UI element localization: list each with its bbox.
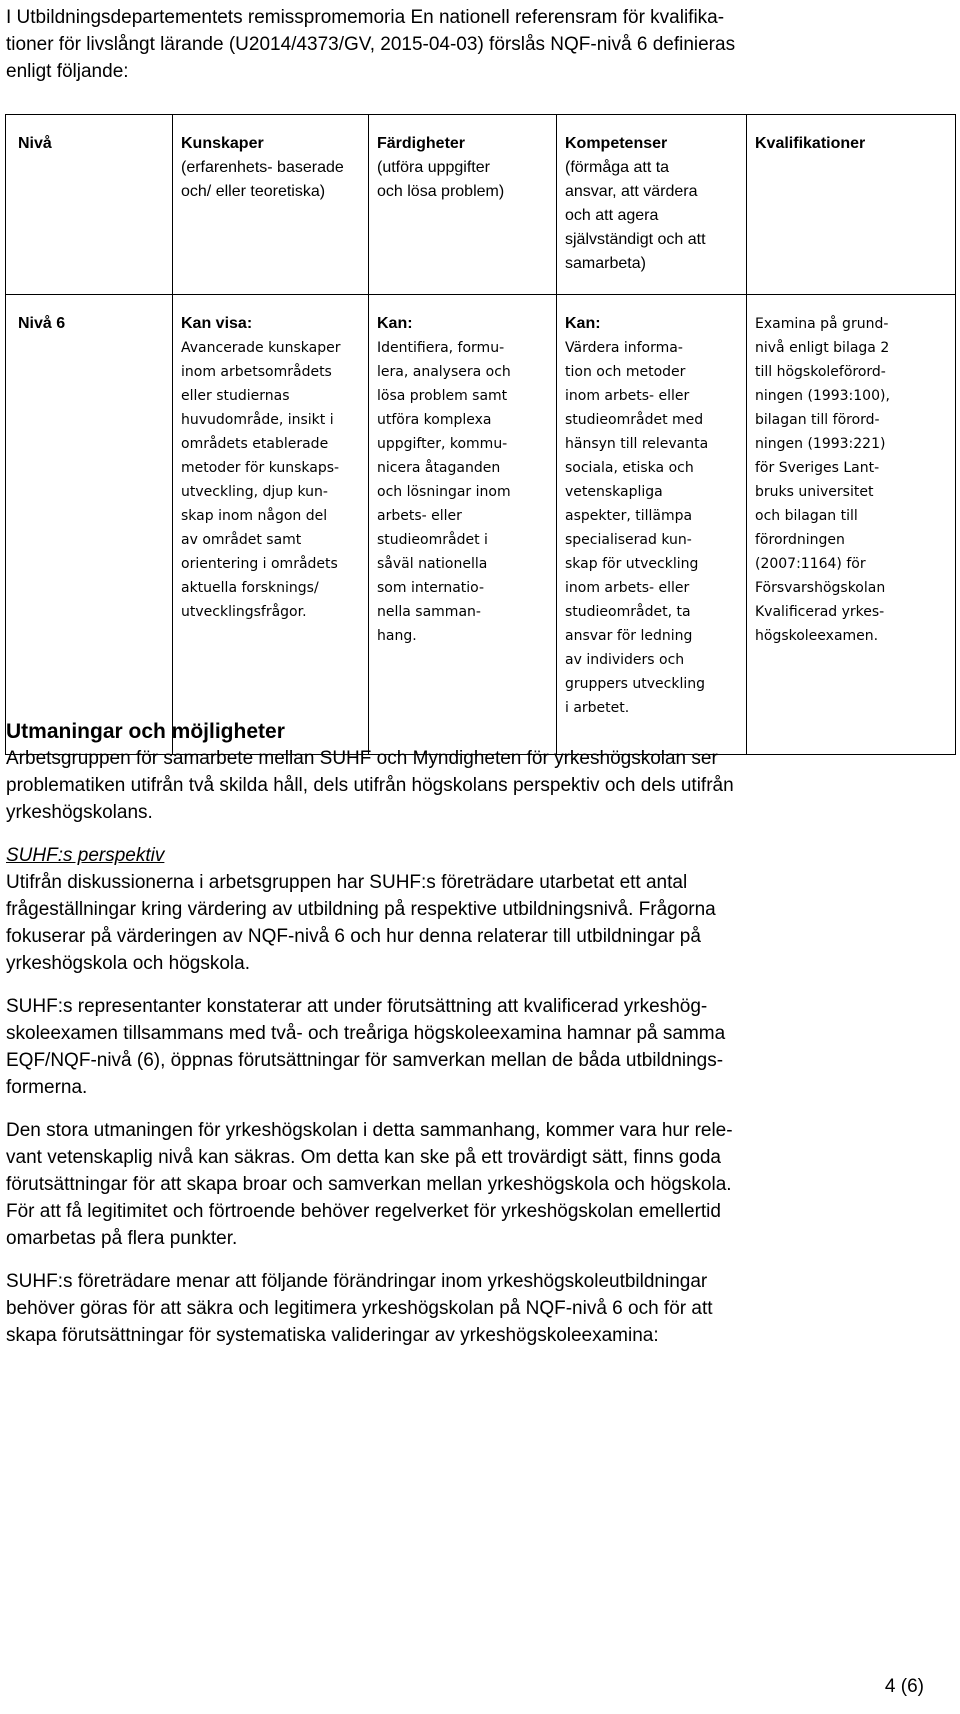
text-line: utvecklingsfrågor.: [181, 604, 307, 620]
text-line: skapa förutsättningar för systematiska valideringar av yrkeshögskoleexamina:: [6, 1325, 659, 1346]
text-line: i arbetet.: [565, 700, 630, 716]
text-line: omarbetas på flera punkter.: [6, 1228, 238, 1249]
cell-competences: [557, 295, 747, 755]
text-line: områdets etablerade: [181, 436, 329, 452]
text-line: för Sveriges Lant-: [755, 460, 880, 476]
text-line: sociala, etiska och: [565, 460, 694, 476]
header-qualifications-title: Kvalifikationer: [755, 135, 866, 152]
text-line: ningen (1993:221): [755, 436, 886, 452]
text-line: tioner för livslångt lärande (U2014/4373/GV, 2015-04-03) förslås NQF-nivå 6 definieras: [6, 34, 736, 55]
text-line: lera, analysera och: [377, 364, 511, 380]
text-line: och lösa problem): [377, 183, 505, 200]
text-line: hänsyn till relevanta: [565, 436, 709, 452]
text-line: yrkeshögskolans.: [6, 802, 153, 823]
cell-knowledge: [173, 295, 369, 755]
text-line: och bilagan till: [755, 508, 858, 524]
text-line: studieområdet i: [377, 532, 488, 548]
text-line: lösa problem samt: [377, 388, 508, 404]
text-line: som internatio-: [377, 580, 485, 596]
section-heading: Utmaningar och möjligheter: [6, 720, 285, 743]
text-line: och att agera: [565, 207, 659, 224]
text-line: självständigt och att: [565, 231, 706, 248]
text-line: inom arbetsområdets: [181, 364, 332, 380]
text-line: fokuserar på värderingen av NQF-nivå 6 och hur denna relaterar till utbildningar på: [6, 926, 701, 947]
cell-qualifications: [747, 295, 956, 755]
text-line: Identifiera, formu-: [377, 340, 505, 356]
text-line: (utföra uppgifter: [377, 159, 490, 176]
header-level-label: Nivå: [18, 135, 52, 152]
text-line: SUHF:s företrädare menar att följande förändringar inom yrkeshögskoleutbildningar: [6, 1271, 708, 1292]
text-line: inom arbets- eller: [565, 580, 690, 596]
text-line: tion och metoder: [565, 364, 686, 380]
text-line: samarbeta): [565, 255, 646, 272]
table-header-row: [6, 115, 956, 295]
text-line: Värdera informa-: [565, 340, 683, 356]
text-line: uppgifter, kommu-: [377, 436, 508, 452]
skills-lead: Kan:: [377, 315, 413, 332]
text-line: aspekter, tillämpa: [565, 508, 693, 524]
text-line: ansvar, att värdera: [565, 183, 698, 200]
nqf-table: [5, 114, 956, 755]
text-line: metoder för kunskaps-: [181, 460, 340, 476]
text-line: Examina på grund-: [755, 316, 889, 332]
text-line: yrkeshögskola och högskola.: [6, 953, 250, 974]
header-competences-title: Kompetenser: [565, 135, 668, 152]
text-line: behöver göras för att säkra och legitimera yrkeshögskolan på NQF-nivå 6 och för att: [6, 1298, 713, 1319]
text-line: bilagan till förord-: [755, 412, 880, 428]
cell-skills: [369, 295, 557, 755]
text-line: skap inom någon del: [181, 508, 328, 524]
text-line: förutsättningar för att skapa broar och samverkan mellan yrkeshögskola och högskola.: [6, 1174, 732, 1195]
header-knowledge: [173, 115, 369, 295]
text-line: huvudområde, insikt i: [181, 412, 334, 428]
text-line: enligt följande:: [6, 61, 129, 82]
text-line: studieområdet, ta: [565, 604, 691, 620]
challenges-section: [6, 718, 946, 1349]
paragraph-5: [6, 1268, 946, 1349]
text-line: ansvar för ledning: [565, 628, 693, 644]
text-line: och/ eller teoretiska): [181, 183, 326, 200]
text-line: utföra komplexa: [377, 412, 492, 428]
text-line: högskoleexamen.: [755, 628, 879, 644]
text-line: av området samt: [181, 532, 302, 548]
page-number: 4 (6): [884, 1676, 924, 1697]
text-line: specialiserad kun-: [565, 532, 692, 548]
text-line: bruks universitet: [755, 484, 874, 500]
cell-level: [6, 295, 173, 755]
text-line: vant vetenskaplig nivå kan säkras. Om detta kan ske på ett trovärdigt sätt, finns goda: [6, 1147, 721, 1168]
text-line: aktuella forsknings/: [181, 580, 319, 596]
text-line: till högskoleförord-: [755, 364, 886, 380]
subheading-suhf-perspective: SUHF:s perspektiv: [6, 845, 165, 866]
text-line: EQF/NQF-nivå (6), öppnas förutsättningar för samverkan mellan de båda utbildnings-: [6, 1050, 724, 1071]
text-line: SUHF:s representanter konstaterar att under förutsättning att kvalificerad yrkeshög-: [6, 996, 708, 1017]
text-line: nicera åtaganden: [377, 460, 501, 476]
text-line: förordningen: [755, 532, 845, 548]
text-line: Kvalificerad yrkes-: [755, 604, 885, 620]
text-line: nella samman-: [377, 604, 481, 620]
paragraph-1: [6, 745, 946, 826]
text-line: (erfarenhets- baserade: [181, 159, 344, 176]
text-line: (2007:1164) för: [755, 556, 866, 572]
intro-paragraph: [6, 4, 936, 85]
paragraph-4: [6, 1117, 946, 1252]
text-line: I Utbildningsdepartementets remisspromemoria En nationell referensram för kvalifika-: [6, 7, 725, 28]
text-line: inom arbets- eller: [565, 388, 690, 404]
competences-lead: Kan:: [565, 315, 601, 332]
text-line: frågeställningar kring värdering av utbildning på respektive utbildningsnivå. Frågorna: [6, 899, 716, 920]
text-line: gruppers utveckling: [565, 676, 706, 692]
text-line: orientering i områdets: [181, 556, 338, 572]
paragraph-3: [6, 993, 946, 1101]
text-line: Utifrån diskussionerna i arbetsgruppen har SUHF:s företrädare utarbetat ett antal: [6, 872, 688, 893]
header-skills: [369, 115, 557, 295]
text-line: problematiken utifrån två skilda håll, dels utifrån högskolans perspektiv och dels utifrån: [6, 775, 734, 796]
header-level: [6, 115, 173, 295]
text-line: och lösningar inom: [377, 484, 511, 500]
header-knowledge-title: Kunskaper: [181, 135, 264, 152]
header-qualifications: [747, 115, 956, 295]
text-line: Försvarshögskolan: [755, 580, 886, 596]
text-line: hang.: [377, 628, 417, 644]
text-line: Avancerade kunskaper: [181, 340, 341, 356]
text-line: Arbetsgruppen för samarbete mellan SUHF och Myndigheten för yrkeshögskolan ser: [6, 748, 718, 769]
text-line: För att få legitimitet och förtroende behöver regelverket för yrkeshögskolan emellertid: [6, 1201, 721, 1222]
text-line: Den stora utmaningen för yrkeshögskolan i detta sammanhang, kommer vara hur rele-: [6, 1120, 733, 1141]
text-line: formerna.: [6, 1077, 88, 1098]
text-line: vetenskapliga: [565, 484, 663, 500]
paragraph-2: [6, 869, 946, 977]
table-row-level-6: [6, 295, 956, 755]
text-line: arbets- eller: [377, 508, 462, 524]
header-skills-title: Färdigheter: [377, 135, 466, 152]
text-line: nivå enligt bilaga 2: [755, 340, 890, 356]
text-line: skoleexamen tillsammans med två- och treåriga högskoleexamina hamnar på samma: [6, 1023, 726, 1044]
text-line: eller studiernas: [181, 388, 290, 404]
level-6-label: Nivå 6: [18, 315, 66, 332]
header-competences: [557, 115, 747, 295]
text-line: (förmåga att ta: [565, 159, 670, 176]
text-line: av individers och: [565, 652, 685, 668]
text-line: skap för utveckling: [565, 556, 699, 572]
text-line: utveckling, djup kun-: [181, 484, 328, 500]
text-line: ningen (1993:100),: [755, 388, 890, 404]
knowledge-lead: Kan visa:: [181, 315, 253, 332]
text-line: studieområdet med: [565, 412, 704, 428]
text-line: såväl nationella: [377, 556, 488, 572]
